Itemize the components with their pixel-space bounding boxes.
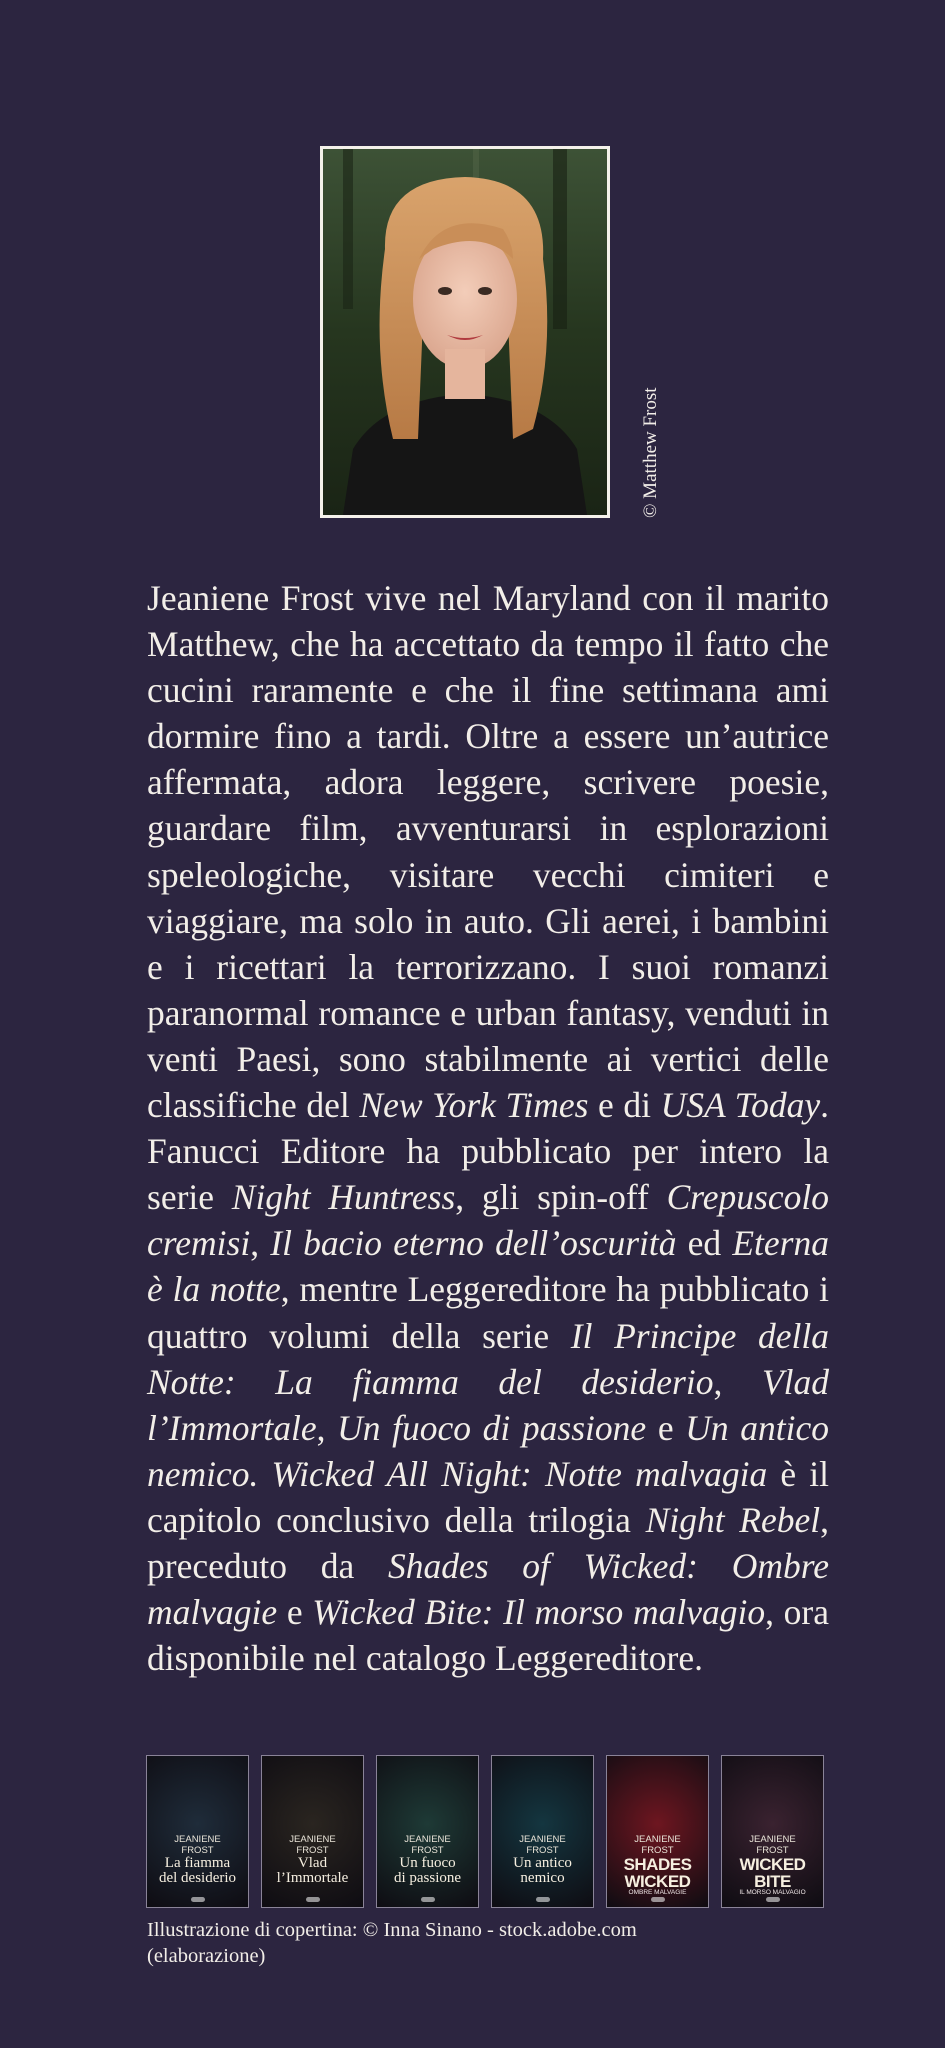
cover-author: JEANIENE FROST: [289, 1834, 336, 1856]
book-cover: [261, 1755, 364, 1908]
book-cover: [721, 1755, 824, 1908]
book-cover: [146, 1755, 249, 1908]
author-bio: Jeaniene Frost vive nel Maryland con il marito Matthew, che ha accettato da tempo il fatto che cucini raramente e che il fine settimana ami dormire fino a tardi. Oltre a essere un’autrice affermata, adora leggere, scrivere poesie, guardare film, avventurarsi in esplorazioni speleologiche, visitare vecchi cimiteri e viaggiare, ma solo in auto. Gli aerei, i bambini e i ricettari la terrorizzano. I suoi romanzi paranormal romance e urban fantasy, venduti in venti Paesi, sono stabilmente ai vertici delle classifiche del New York Times e di USA Today. Fanucci Editore ha pubblicato per intero la serie Night Huntress, gli spin-off Crepuscolo cremisi, Il bacio eterno dell’oscurità ed Eterna è la notte, mentre Leggereditore ha pubblicato i quattro volumi della serie Il Principe della Notte: La fiamma del desiderio, Vlad l’Immortale, Un fuoco di passione e Un antico nemico. Wicked All Night: Notte malvagia è il capitolo conclusivo della trilogia Night Rebel, preceduto da Shades of Wicked: Ombre malvagie e Wicked Bite: Il morso malvagio, ora disponibile nel catalogo Leggereditore.: [147, 578, 830, 1679]
publisher-logo-icon: [421, 1897, 435, 1902]
cover-author: JEANIENE FROST: [519, 1834, 566, 1856]
cover-title: WICKED BITE: [739, 1855, 806, 1891]
cover-subtitle: IL MORSO MALVAGIO: [739, 1889, 806, 1896]
author-photo: [320, 146, 610, 518]
cover-title: SHADES WICKED: [623, 1855, 692, 1891]
cover-title: Un antico nemico: [513, 1855, 572, 1886]
cover-illustration-credit: [147, 1917, 847, 1969]
author-portrait-image: [323, 149, 607, 515]
book-cover: [491, 1755, 594, 1908]
cover-title: Un fuoco di passione: [393, 1855, 462, 1886]
credit-line: Illustrazione di copertina: © Inna Sinano - stock.adobe.com: [147, 1919, 637, 1941]
cover-author: JEANIENE FROST: [749, 1834, 796, 1856]
publisher-logo-icon: [651, 1897, 665, 1902]
cover-title: La fiamma del desiderio: [158, 1855, 237, 1886]
photo-credit: © Matthew Frost: [640, 387, 661, 518]
credit-line: (elaborazione): [147, 1945, 266, 1967]
cover-author: JEANIENE FROST: [634, 1834, 681, 1856]
publisher-logo-icon: [766, 1897, 780, 1902]
book-cover: [606, 1755, 709, 1908]
publisher-logo-icon: [536, 1897, 550, 1902]
book-cover: [376, 1755, 479, 1908]
cover-subtitle: OMBRE MALVAGIE: [628, 1889, 687, 1896]
cover-author: JEANIENE FROST: [404, 1834, 451, 1856]
publisher-logo-icon: [191, 1897, 205, 1902]
book-covers-row: [146, 1755, 824, 1908]
publisher-logo-icon: [306, 1897, 320, 1902]
cover-author: JEANIENE FROST: [174, 1834, 221, 1856]
cover-title: Vlad l’Immortale: [276, 1855, 349, 1886]
